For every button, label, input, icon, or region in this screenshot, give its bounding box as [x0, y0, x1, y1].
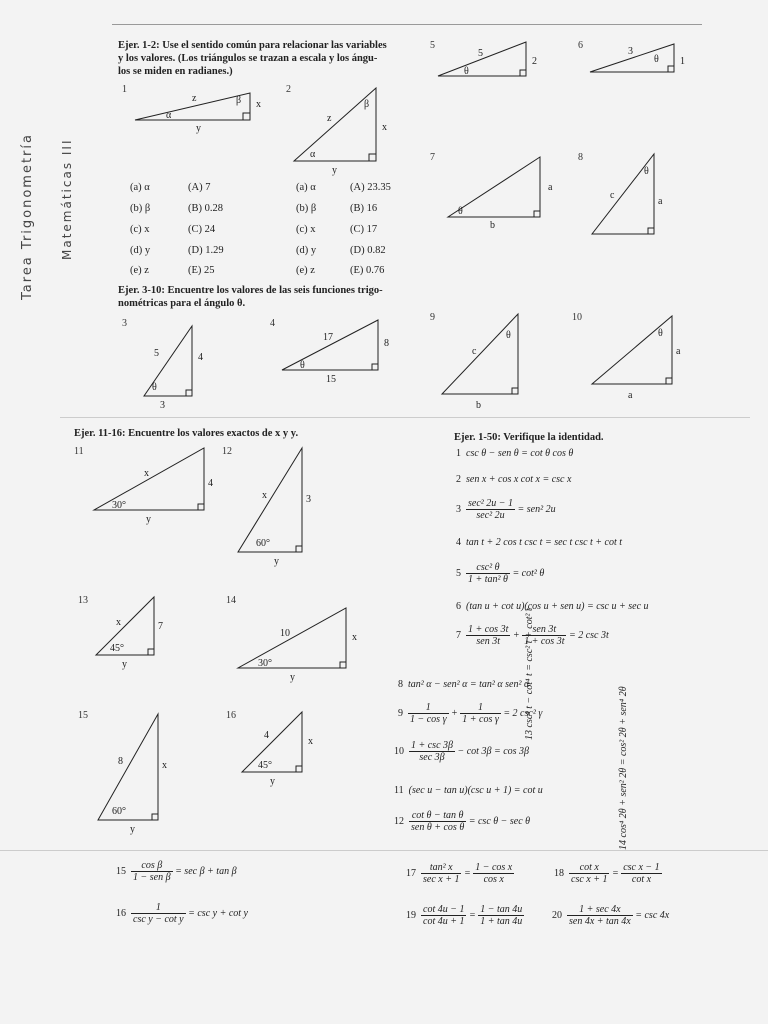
middle-rule — [60, 417, 750, 418]
label-hyp: 8 — [118, 756, 123, 767]
triangle-9 — [440, 312, 530, 412]
label-theta: θ — [658, 328, 663, 339]
label-theta: θ — [654, 54, 659, 65]
match-item: (b) β — [130, 203, 151, 214]
label-opp: x — [308, 736, 313, 747]
label-opp: a — [548, 182, 553, 193]
label-opp: x — [162, 760, 167, 771]
label-adj: y — [274, 556, 279, 567]
label-hyp: 4 — [264, 730, 269, 741]
triangle-16 — [240, 710, 320, 790]
label-opp: 1 — [680, 56, 685, 67]
label-angle: 60° — [256, 538, 270, 549]
identity-13: 13 csc⁴ t − cot⁴ t = csc² t + cot² t — [524, 608, 535, 740]
triangle-14 — [236, 606, 366, 686]
match-item: (D) 1.29 — [188, 245, 224, 256]
label-hyp: 17 — [323, 332, 333, 343]
match-item: (E) 25 — [188, 265, 215, 276]
label-opp: 3 — [306, 494, 311, 505]
label-y: y — [196, 123, 201, 134]
identity-17: 17 $\frac{\text{tan² x}}{\text{sec x + 1}}$ = $\frac{\text{1 − cos x}}{\text{cos x}}$ — [406, 862, 513, 885]
problem-number: 14 — [226, 595, 236, 606]
problem-number: 12 — [222, 446, 232, 457]
label-angle: 45° — [258, 760, 272, 771]
ex11-title: Ejer. 11-16: Encuentre los valores exactos de x y y. — [74, 428, 299, 439]
match-item: (B) 0.28 — [188, 203, 223, 214]
identity-3: 3 $\frac{\text{sec² 2u − 1}}{\text{sec² 2u}}$ = sen² 2u — [456, 498, 556, 521]
label-angle: 60° — [112, 806, 126, 817]
verify-title: Ejer. 1-50: Verifique la identidad. — [454, 432, 604, 443]
ex3-title-line2: nométricas para el ángulo θ. — [118, 298, 246, 309]
match-item: (B) 16 — [350, 203, 378, 214]
label-opp: 7 — [158, 621, 163, 632]
problem-number: 6 — [578, 40, 583, 51]
label-z: z — [327, 113, 332, 124]
identity-1: 1 csc θ − sen θ = cot θ cos θ — [456, 448, 574, 459]
label-hyp: x — [262, 490, 267, 501]
label-hyp: x — [144, 468, 149, 479]
label-z: z — [192, 93, 197, 104]
label-theta: θ — [644, 166, 649, 177]
identity-11: 11 (sec u − tan u)(csc u + 1) = cot u — [394, 785, 543, 796]
label-adj: y — [270, 776, 275, 787]
label-hyp: c — [472, 346, 477, 357]
identity-15: 15 $\frac{\text{cos β}}{\text{1 − sen β}}$ = sec β + tan β — [116, 860, 237, 883]
label-adj: y — [130, 824, 135, 835]
label-alpha: α — [310, 149, 316, 160]
match-item: (d) y — [296, 245, 317, 256]
label-adj: y — [290, 672, 295, 683]
identity-18: 18 $\frac{\text{cot x}}{\text{csc x + 1}}$ = $\frac{\text{csc x − 1}}{\text{cot x}}$ — [554, 862, 660, 885]
identity-2: 2 sen x + cos x cot x = csc x — [456, 474, 572, 485]
match-item: (b) β — [296, 203, 317, 214]
label-angle: 45° — [110, 643, 124, 654]
label-opp: a — [658, 196, 663, 207]
label-theta: θ — [464, 66, 469, 77]
problem-number: 11 — [74, 446, 84, 457]
triangle-8 — [590, 152, 670, 237]
problem-number: 8 — [578, 152, 583, 163]
identity-8: 8 tan² α − sen² α = tan² α sen² α — [398, 679, 530, 690]
problem-number: 13 — [78, 595, 88, 606]
ex1-title-line1: Ejer. 1-2: Use el sentido común para relacionar las variables — [118, 40, 387, 51]
identity-14: 14 cos⁴ 2θ + sen² 2θ = cos² 2θ + sen⁴ 2θ — [618, 686, 629, 850]
ex3-title-line1: Ejer. 3-10: Encuentre los valores de las seis funciones trigo- — [118, 285, 383, 296]
label-theta: θ — [458, 206, 463, 217]
triangle-7 — [446, 152, 556, 232]
label-beta: β — [236, 95, 242, 106]
label-hyp: 10 — [280, 628, 290, 639]
triangle-2 — [290, 85, 390, 175]
problem-number: 2 — [286, 84, 291, 95]
label-angle: 30° — [112, 500, 126, 511]
problem-number: 7 — [430, 152, 435, 163]
triangle-12 — [236, 446, 326, 566]
problem-number: 3 — [122, 318, 127, 329]
label-adj: b — [490, 220, 495, 231]
label-adj: 3 — [160, 400, 165, 411]
match-item: (D) 0.82 — [350, 245, 386, 256]
label-beta: β — [364, 99, 370, 110]
label-alpha: α — [166, 110, 172, 121]
label-adj: y — [146, 514, 151, 525]
match-item: (C) 24 — [188, 224, 216, 235]
identity-5: 5 $\frac{\text{csc² θ}}{\text{1 + tan² θ}}$ = cot² θ — [456, 562, 545, 585]
problem-number: 16 — [226, 710, 236, 721]
triangle-11 — [92, 446, 222, 525]
identity-7: 7 $\frac{1 + \cos 3t}{\text{sen 3t}}$ + $\frac{\text{sen 3t}}{1 + \cos 3t}$ = 2 csc 3t — [456, 624, 609, 647]
handwritten-title: Tarea Trigonometría — [20, 133, 35, 300]
ex1-title-line2: y los valores. (Los triángulos se trazan a escala y los ángu- — [118, 53, 378, 64]
match-item: (C) 17 — [350, 224, 378, 235]
match-item: (E) 0.76 — [350, 265, 385, 276]
label-opp: 4 — [208, 478, 213, 489]
match-item: (A) 7 — [188, 182, 211, 193]
match-item: (A) 23.35 — [350, 182, 391, 193]
problem-number: 4 — [270, 318, 275, 329]
identity-12: 12 $\frac{\text{cot θ − tan θ}}{\text{sen θ + cos θ}}$ = csc θ − sec θ — [394, 810, 531, 833]
triangle-5 — [436, 40, 536, 82]
label-opp: a — [676, 346, 681, 357]
label-hyp: x — [116, 617, 121, 628]
label-x: x — [256, 99, 261, 110]
triangle-10 — [590, 314, 690, 404]
ex1-title-line3: los se miden en radianes.) — [118, 66, 233, 77]
match-item: (a) α — [296, 182, 316, 193]
triangle-6 — [588, 42, 688, 76]
label-adj: y — [122, 659, 127, 670]
label-hyp: 5 — [154, 348, 159, 359]
triangle-1 — [130, 85, 270, 134]
identity-10: 10 $\frac{1 + \csc 3\beta}{\sec 3\beta}$ − cot 3β = cos 3β — [394, 740, 530, 763]
identity-16: 16 $\frac{1}{\text{csc y − cot y}}$ = csc y + cot y — [116, 902, 248, 925]
triangle-15 — [96, 712, 176, 837]
problem-number: 15 — [78, 710, 88, 721]
identity-9: 9 $\frac{1}{\text{1 − cos γ}}$ + $\frac{1}{\text{1 + cos γ}}$ = 2 csc² γ — [398, 702, 543, 725]
label-theta: θ — [300, 360, 305, 371]
problem-number: 10 — [572, 312, 582, 323]
label-adj: a — [628, 390, 633, 401]
match-item: (c) x — [296, 224, 316, 235]
label-theta: θ — [506, 330, 511, 341]
problem-number: 1 — [122, 84, 127, 95]
label-angle: 30° — [258, 658, 272, 669]
problem-number: 5 — [430, 40, 435, 51]
label-adj: 15 — [326, 374, 336, 385]
triangle-13 — [94, 595, 174, 675]
label-x: x — [382, 122, 387, 133]
match-item: (a) α — [130, 182, 150, 193]
triangle-3 — [140, 318, 210, 413]
match-item: (e) z — [296, 265, 315, 276]
label-opp: x — [352, 632, 357, 643]
triangle-4 — [278, 318, 393, 388]
identity-6: 6 (tan u + cot u)(cos u + sen u) = csc u + sec u — [456, 601, 649, 612]
match-item: (e) z — [130, 265, 149, 276]
label-opp: 2 — [532, 56, 537, 67]
lower-rule — [0, 850, 768, 851]
label-theta: θ — [152, 382, 157, 393]
match-item: (c) x — [130, 224, 150, 235]
label-hyp: 5 — [478, 48, 483, 59]
handwritten-subject: Matemáticas III — [60, 138, 74, 260]
problem-number: 9 — [430, 312, 435, 323]
match-item: (d) y — [130, 245, 151, 256]
identity-4: 4 tan t + 2 cos t csc t = sec t csc t + cot t — [456, 537, 623, 548]
label-hyp: 3 — [628, 46, 633, 57]
label-y: y — [332, 165, 337, 176]
top-rule — [112, 24, 702, 25]
identity-20: 20 $\frac{1 + \sec 4x}{\text{sen 4x + tan 4x}}$ = csc 4x — [552, 904, 670, 927]
label-opp: 4 — [198, 352, 203, 363]
identity-19: 19 $\frac{\cot 4u - 1}{\cot 4u + 1}$ = $\frac{1 - \tan 4u}{1 + \tan 4u}$ — [406, 904, 523, 927]
label-opp: 8 — [384, 338, 389, 349]
label-hyp: c — [610, 190, 615, 201]
label-adj: b — [476, 400, 481, 411]
